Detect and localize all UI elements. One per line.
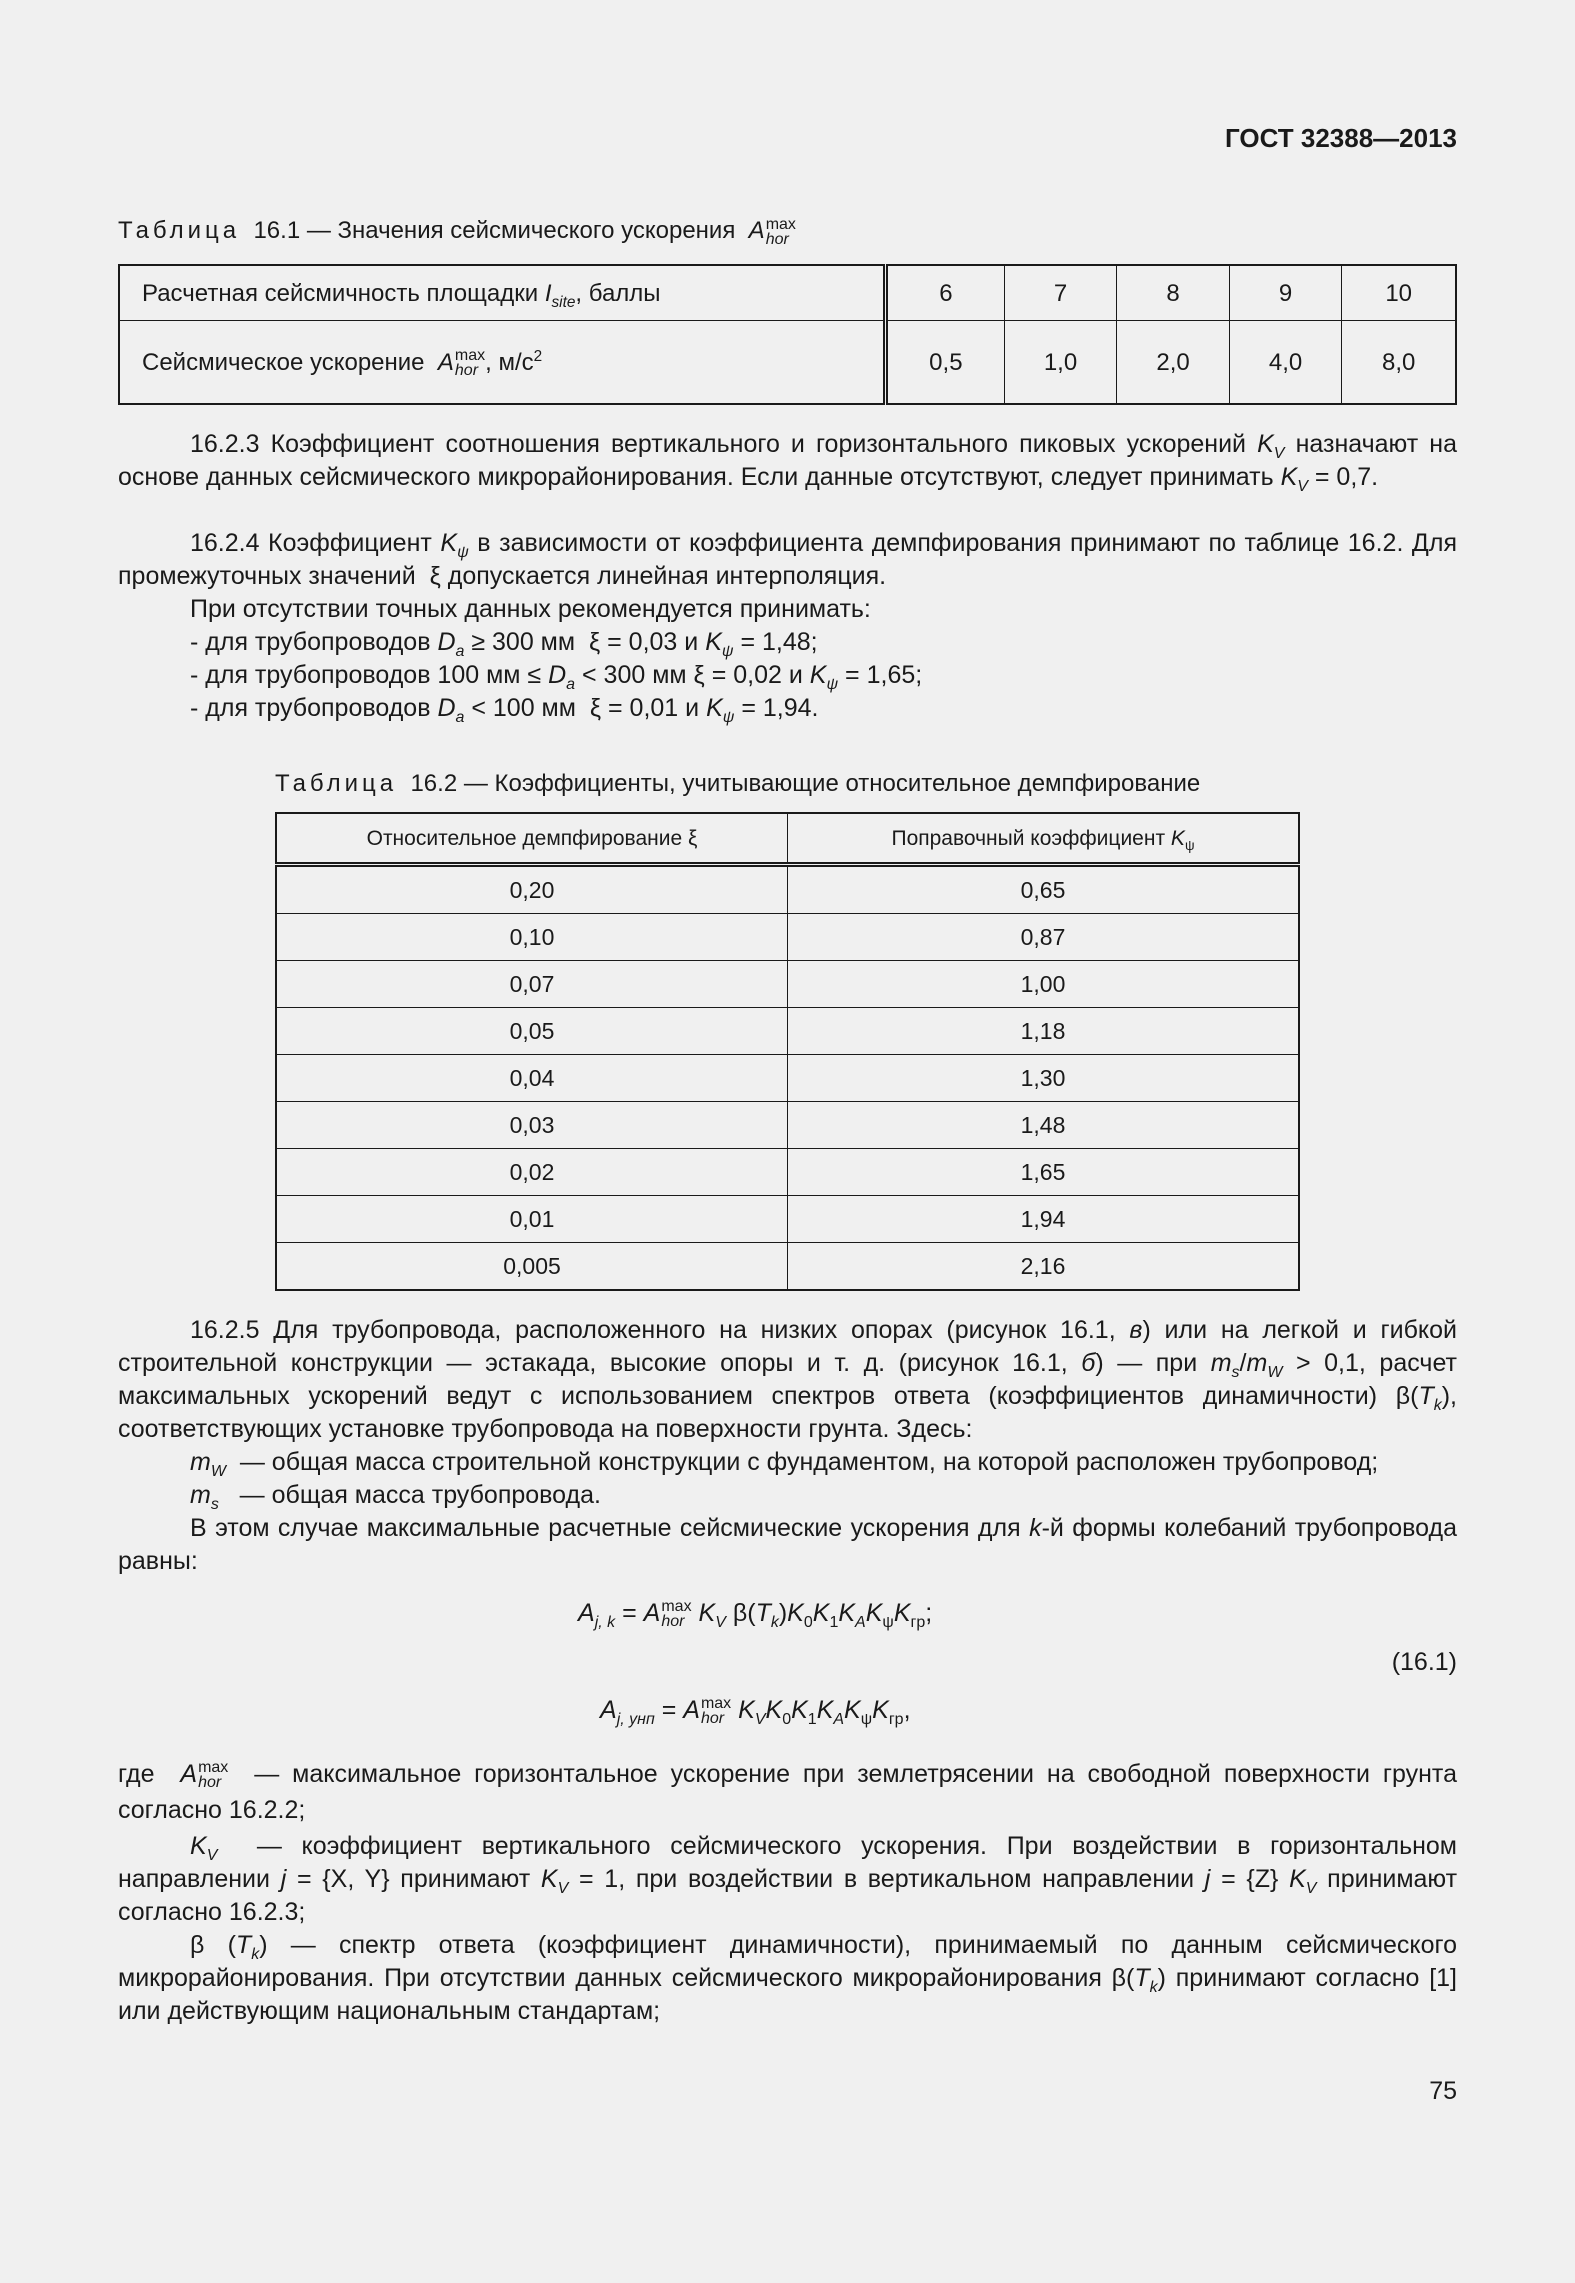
table-row xyxy=(276,1196,1299,1243)
table-cell: 7 xyxy=(1004,265,1117,321)
table-cell: 2,16 xyxy=(788,1243,1300,1291)
table-cell: 1,30 xyxy=(788,1055,1300,1102)
table-header-row xyxy=(276,813,1299,865)
paragraph-16-2-4: 16.2.4 Коэффициент $K_\psi$ в зависимости от коэффициента демпфирования принимают по таблице 16.2. Для промежуточных значений ξ допускается линейная интерполяция. При отсутствии точных данных рекомендуется принимать: - для трубопроводов $D_a \ge 300$ мм ξ = 0,03 и $K_\psi = 1,48$; - для трубопроводов 100 мм ≤ $D_a < 300$ мм ξ = 0,02 и $K_\psi = 1,65$; - для трубопроводов $D_a < 100$ мм ξ = 0,01 и $K_\psi = 1,94$. xyxy=(118,529,1457,726)
table-cell: 0,20 xyxy=(276,865,788,914)
table-row xyxy=(119,321,1456,405)
formula-line-2: $A_{j, унп} = A$ max hor $K_VK_0K_1K_AK_\psi K_{гр}$, xyxy=(600,1695,911,1728)
table-16-1-row2-label: Сейсмическое ускорение A max hor , $м/с^2$ xyxy=(119,321,886,405)
table-cell: 0,05 xyxy=(276,1008,788,1055)
table-cell: 1,00 xyxy=(788,961,1300,1008)
column-header-damping: Относительное демпфирование ξ xyxy=(276,813,788,865)
formula-line-1: $A_{j, k} = A$ max hor $K_V$ $\beta(T_k)K_0K_1K_AK_\psi K_{гр}$; xyxy=(578,1598,933,1631)
table-cell: 0,07 xyxy=(276,961,788,1008)
table-row xyxy=(276,1008,1299,1055)
table-cell: 0,005 xyxy=(276,1243,788,1291)
table-cell: 1,65 xyxy=(788,1149,1300,1196)
table-cell: 10 xyxy=(1342,265,1456,321)
table-cell: 9 xyxy=(1229,265,1342,321)
table-16-2 xyxy=(275,812,1300,1291)
table-cell: 8,0 xyxy=(1342,321,1456,405)
table-row xyxy=(119,265,1456,321)
table-cell: 4,0 xyxy=(1229,321,1342,405)
table-cell: 2,0 xyxy=(1117,321,1230,405)
table-16-2-caption: Таблица 16.2 — Коэффициенты, учитывающие относительное демпфирование xyxy=(275,770,1201,797)
table-16-2-body xyxy=(276,865,1299,1291)
definition-mw: $m_W$ — общая масса строительной конструкции с фундаментом, на которой расположен трубопровод; xyxy=(190,1448,1379,1480)
table-row xyxy=(276,914,1299,961)
bullet-item: - для трубопроводов 100 мм ≤ $D_a < 300$ мм ξ = 0,02 и $K_\psi = 1,65$; xyxy=(190,661,923,693)
table-cell: 1,48 xyxy=(788,1102,1300,1149)
bullet-item: - для трубопроводов $D_a < 100$ мм ξ = 0,01 и $K_\psi = 1,94$. xyxy=(190,694,819,726)
table-cell: 6 xyxy=(886,265,1005,321)
table-cell: 0,04 xyxy=(276,1055,788,1102)
table-row xyxy=(276,1243,1299,1291)
table-row xyxy=(276,961,1299,1008)
bullet-item: - для трубопроводов $D_a \ge 300$ мм ξ = 0,03 и $K_\psi = 1,48$; xyxy=(190,628,818,660)
table-cell: 0,87 xyxy=(788,914,1300,961)
table-cell: 8 xyxy=(1117,265,1230,321)
table-row xyxy=(276,865,1299,914)
table-cell: 1,94 xyxy=(788,1196,1300,1243)
column-header-coefficient: Поправочный коэффициент $K_\psi$ xyxy=(788,813,1300,865)
table-cell: 0,01 xyxy=(276,1196,788,1243)
table-cell: 1,0 xyxy=(1004,321,1117,405)
table-cell: 0,02 xyxy=(276,1149,788,1196)
paragraph-16-2-3: 16.2.3 Коэффициент соотношения вертикального и горизонтального пиковых ускорений $K_V$ назначают на основе данных сейсмического микрорайонирования. Если данные отсутствуют, следует принимать $K_V = 0,7$. xyxy=(118,430,1457,495)
table-row xyxy=(276,1149,1299,1196)
table-16-1-caption: Таблица 16.1 — Значения сейсмического ускорения A max hor xyxy=(118,215,796,248)
page-number: 75 xyxy=(1429,2077,1457,2105)
table-16-1-row1-label: Расчетная сейсмичность площадки $I_{site}$, баллы xyxy=(119,265,886,321)
table-row xyxy=(276,1102,1299,1149)
formula-number: (16.1) xyxy=(1391,1648,1457,1676)
document-code-header: ГОСТ 32388—2013 xyxy=(1225,123,1457,153)
table-cell: 0,5 xyxy=(886,321,1005,405)
paragraph-16-2-5: 16.2.5 Для трубопровода, расположенного на низких опорах (рисунок 16.1, в) или на легкой и гибкой строительной конструкции — эстакада, высокие опоры и т. д. (рисунок 16.1, б) — при $m_s/m_W > 0,1$, расчет максимальных ускорений ведут с использованием спектров ответа (коэффициентов динамичности) $\beta(T_k)$, соответствующих установке трубопровода на поверхности грунта. Здесь: $m_W$ — общая масса строительной конструкции с фундаментом, на которой расположен трубопровод; $m_s$ — общая масса трубопровода. В этом случае максимальные расчетные сейсмические ускорения для k-й формы колебаний трубопровода равны: xyxy=(118,1316,1457,1575)
table-cell: 1,18 xyxy=(788,1008,1300,1055)
table-cell: 0,65 xyxy=(788,865,1300,914)
definition-ms: $m_s$ — общая масса трубопровода. xyxy=(190,1481,601,1513)
table-cell: 0,10 xyxy=(276,914,788,961)
definitions: где A max hor — максимальное горизонтальное ускорение при землетрясении на свободной поверхности грунта согласно 16.2.2; $K_V$ — коэффициент вертикального сейсмического ускорения. При воздействии в горизонтальном направлении j = {X, Y} принимают $K_V = 1$, при воздействии в вертикальном направлении j = {Z} $K_V$ принимают согласно 16.2.3; β $(T_k)$ — спектр ответа (коэффициент динамичности), принимаемый по данным сейсмического микрорайонирования. При отсутствии данных сейсмического микрорайонирования $\beta(T_k)$ принимают согласно [1] или действующим национальным стандартам; xyxy=(118,1759,1458,2025)
table-row xyxy=(276,1055,1299,1102)
table-16-1 xyxy=(118,264,1457,405)
table-cell: 0,03 xyxy=(276,1102,788,1149)
